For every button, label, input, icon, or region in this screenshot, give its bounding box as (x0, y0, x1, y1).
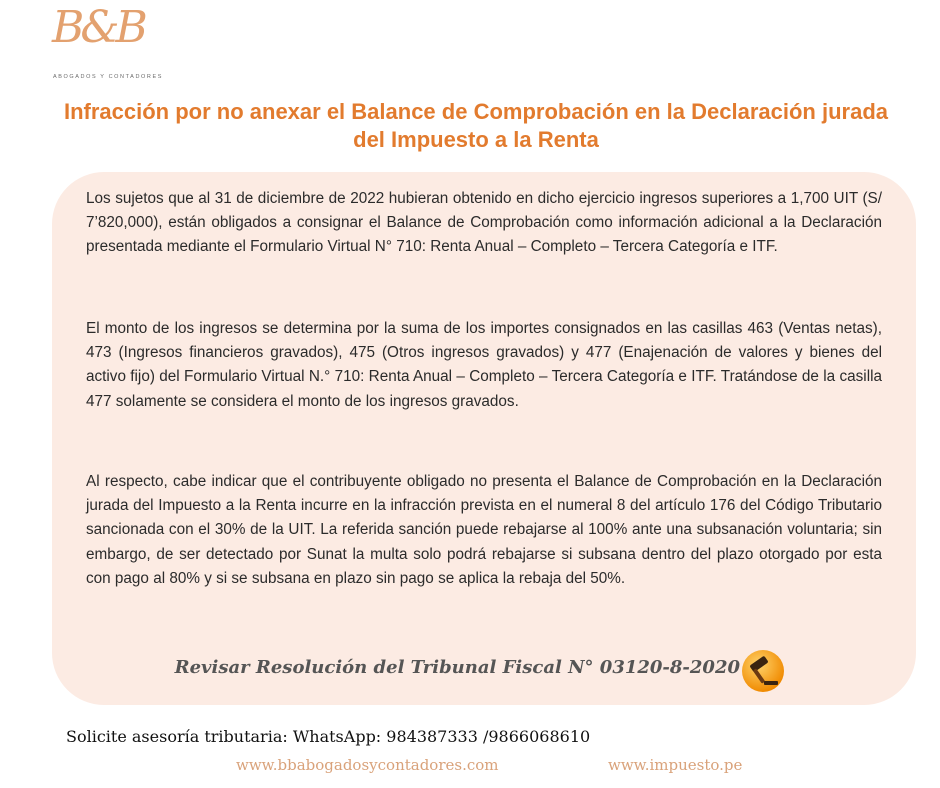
logo-mark: B&B (52, 2, 144, 53)
paragraph-1: Los sujetos que al 31 de diciembre de 2022 hubieran obtenido en dicho ejercicio ingresos superiores a 1,700 UIT (S/ 7’820,000), están obligados a consignar el Balance de Comprobación como información adicional a la Declaración presentada mediante el Formulario Virtual N° 710: Renta Anual – Completo – Tercera Categoría e ITF. (86, 190, 882, 256)
gavel-icon (740, 648, 786, 694)
logo (44, 2, 164, 82)
page-title: Infracción por no anexar el Balance de Comprobación en la Declaración jurada del Impuesto a la Renta (63, 99, 889, 152)
contact-line: Solicite asesoría tributaria: WhatsApp: 984387333 /9866068610 (66, 727, 591, 746)
paragraph-2: El monto de los ingresos se determina por la suma de los importes consignados en las casillas 463 (Ventas netas), 473 (Ingresos financieros gravados), 475 (Otros ingresos gravados) y 477 (Enajenación de valores y bienes del activo fijo) del Formulario Virtual N.° 710: Renta Anual – Completo – Tercera Categoría e ITF. Tratándose de la casilla 477 solamente se considera el monto de los ingresos gravados. (86, 320, 882, 410)
logo-subtitle: ABOGADOS Y CONTADORES (53, 74, 164, 80)
resolution-reference: Revisar Resolución del Tribunal Fiscal N° 03120-8-2020 (174, 657, 740, 678)
paragraph-3: Al respecto, cabe indicar que el contribuyente obligado no presenta el Balance de Comprobación en la Declaración jurada del Impuesto a la Renta incurre en la infracción prevista en el numeral 8 del artículo 176 del Código Tributario sancionada con el 30% de la UIT. La referida sanción puede rebajarse al 100% ante una subsanación voluntaria; sin embargo, de ser detectado por Sunat la multa solo podrá rebajarse si subsana dentro del plazo otorgado por esta con pago al 80% y si se subsana en plazo sin pago se aplica la rebaja del 50%. (86, 473, 882, 587)
website-link-impuesto[interactable]: www.impuesto.pe (608, 756, 743, 774)
website-link-bbabogados[interactable]: www.bbabogadosycontadores.com (236, 756, 499, 774)
